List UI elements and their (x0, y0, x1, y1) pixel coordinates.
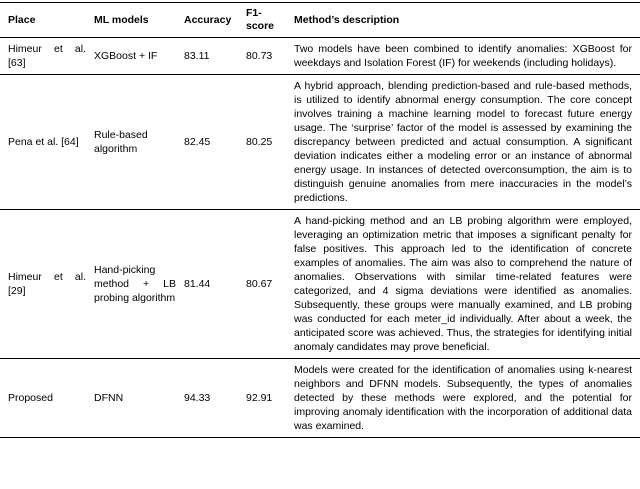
description-cell: Models were created for the identification of anomalies using k-nearest neighbors and DFNN models. Subsequently, the types of anomalies detected by these methods were explored, and the potential for improving anomaly identification with the incorporation of additional data was examined. (294, 364, 632, 432)
place-cell: Himeur et al. [29] (0, 210, 94, 359)
description-cell: A hybrid approach, blending prediction-based and rule-based methods, is utilized to identify abnormal energy consumption. The core concept involves training a machine learning model to forecast future energy usage. The ‘surprise’ factor of the model is assessed by examining the discrepancy between predicted and actual consumption. A significant deviation indicates either a modeling error or an instance of abnormal energy usage. In instances of detected overconsumption, the aim is to distinguish genuine anomalies from mere inaccuracies in the model’s predictions. (294, 75, 640, 210)
header-ml-models: ML models (94, 3, 184, 38)
table-row (0, 210, 640, 359)
ml-models-cell: Rule-based algorithm (94, 75, 184, 210)
description-cell: Two models have been combined to identify anomalies: XGBoost for weekdays and Isolation Forest (IF) for weekends (including holidays). (294, 38, 640, 75)
place-cell: Pena et al. [64] (0, 75, 94, 210)
f1-score-cell: 80.73 (246, 38, 294, 75)
header-method-description: Method’s description (294, 3, 640, 38)
description-cell: A hand-picking method and an LB probing algorithm were employed, leveraging an optimization metric that imposes a significant penalty for false positives. This approach led to the identification of concrete examples of anomalies. The aim was also to comprehend the nature of anomalies. Observations with similar time-related features were categorized, and 4 sigma deviations were identified as anomalies. Subsequently, these groups were manually examined, and LB probing was conducted for each meter_id individually. After about a week, the anticipated score was achieved. Thus, the strategies for identifying initial anomaly candidates may prove beneficial. (294, 210, 640, 359)
header-row (0, 3, 640, 38)
table-row (0, 359, 640, 438)
ml-models-cell: XGBoost + IF (94, 38, 184, 75)
accuracy-cell: 83.11 (184, 38, 246, 75)
place-cell: Proposed (8, 392, 53, 404)
table-header (0, 3, 640, 38)
f1-score-cell: 80.25 (246, 75, 294, 210)
accuracy-cell: 81.44 (184, 210, 246, 359)
table-body (0, 38, 640, 438)
f1-score-cell: 92.91 (246, 392, 273, 404)
header-accuracy: Accuracy (184, 3, 246, 38)
table-row (0, 75, 640, 210)
accuracy-cell: 82.45 (184, 75, 246, 210)
place-cell: Himeur et al. [63] (0, 38, 94, 75)
header-f1-score: F1-score (246, 3, 294, 38)
accuracy-cell: 94.33 (184, 392, 211, 404)
table-row (0, 38, 640, 75)
ml-models-cell: DFNN (94, 392, 124, 404)
ml-models-cell: Hand-picking method + LB probing algorithm (94, 210, 184, 359)
header-place: Place (0, 3, 94, 38)
results-table (0, 2, 640, 438)
f1-score-cell: 80.67 (246, 210, 294, 359)
